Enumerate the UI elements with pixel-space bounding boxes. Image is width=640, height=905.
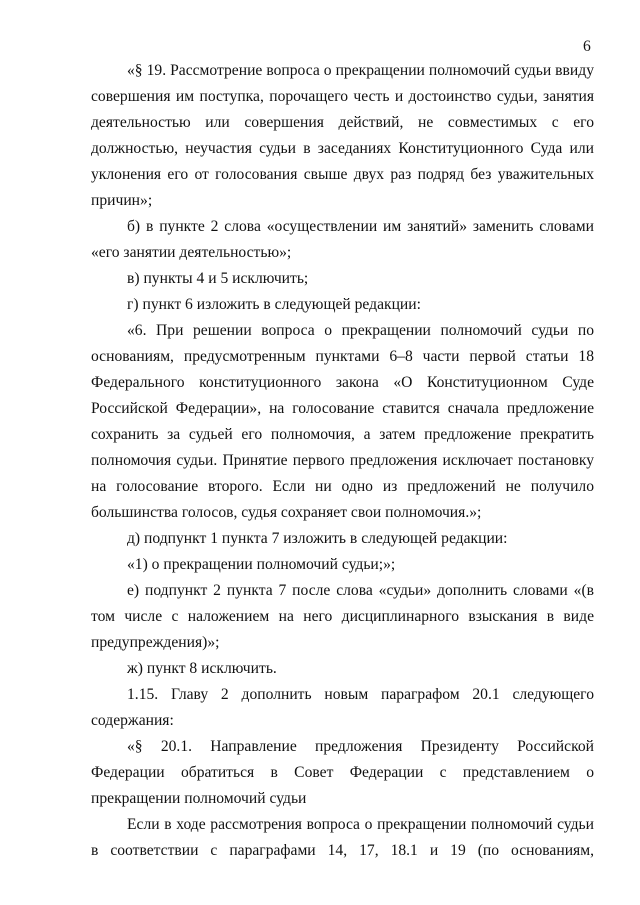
paragraph-item-d: д) подпункт 1 пункта 7 изложить в следующей редакции: [127, 530, 508, 547]
paragraph-1-15: 1.15. Главу 2 дополнить новым параграфом 20.1 следующего содержания: [91, 686, 594, 729]
paragraph-section-19-title: «§ 19. Рассмотрение вопроса о прекращении полномочий судьи ввиду совершения им поступка, порочащего честь и достоинство судьи, занятия деятельностью или совершения действий, не совместимых с его должностью, неучастия судьи в заседаниях Конституционного Суда или уклонения его от голосования свыше двух раз подряд без уважительных причин»; [91, 62, 594, 209]
paragraph-item-e: е) подпункт 2 пункта 7 после слова «судьи» дополнить словами «(в том числе с наложением на него дисциплинарного взыскания в виде предупреждения)»; [91, 582, 594, 651]
page-number: 6 [583, 38, 591, 55]
paragraph-item-g: г) пункт 6 изложить в следующей редакции: [127, 296, 421, 313]
paragraph-section-20-1-title: «§ 20.1. Направление предложения Президенту Российской Федерации обратиться в Совет Федерации с представлением о прекращении полномочий судьи [91, 738, 594, 807]
paragraph-subpoint-1-text: «1) о прекращении полномочий судьи;»; [127, 556, 396, 573]
paragraph-section-20-1-text: Если в ходе рассмотрения вопроса о прекращении полномочий судьи в соответствии с параграфами 14, 17, 18.1 и 19 (по основаниям, [91, 816, 594, 859]
paragraph-item-v: в) пункты 4 и 5 исключить; [127, 270, 309, 287]
document-body [91, 58, 594, 864]
paragraph-item-b: б) в пункте 2 слова «осуществлении им занятий» заменить словами «его занятии деятельностью»; [91, 218, 594, 261]
paragraph-point-6-text: «6. При решении вопроса о прекращении полномочий судьи по основаниям, предусмотренным пунктами 6–8 части первой статьи 18 Федерального конституционного закона «О Конституционном Суде Российской Федерации», на голосование ставится сначала предложение сохранить за судьей его полномочия, а затем предложение прекратить полномочия судьи. Принятие первого предложения исключает постановку на голосование второго. Если ни одно из предложений не получило большинства голосов, судья сохраняет свои полномочия.»; [91, 322, 594, 521]
paragraph-item-zh: ж) пункт 8 исключить. [127, 660, 277, 677]
